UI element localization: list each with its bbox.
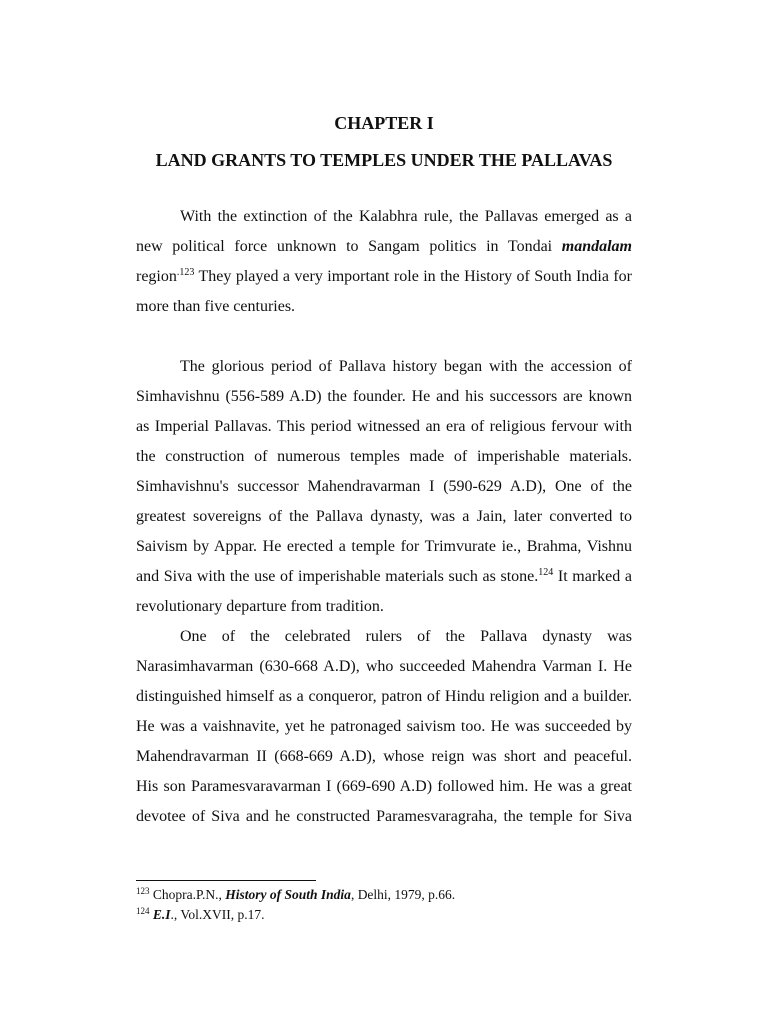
paragraph-2-line-2: Simhavishnu (556-589 A.D) the founder. He and his successors are known — [136, 388, 632, 405]
footnote-ref-123: .123 — [176, 267, 195, 278]
footnote-text: ., Vol.XVII, p.17. — [170, 907, 265, 922]
footnote-text: Chopra.P.N., — [149, 887, 226, 902]
paragraph-3-line-4: He was a vaishnavite, yet he patronaged saivism too. He was succeeded by — [136, 718, 632, 735]
paragraph-1-line-1: With the extinction of the Kalabhra rule, the Pallavas emerged as a — [180, 208, 632, 225]
paragraph-2-line-9: revolutionary departure from tradition. — [136, 598, 384, 615]
paragraph-3-line-2: Narasimhavarman (630-668 A.D), who succeeded Mahendra Varman I. He — [136, 658, 632, 675]
paragraph-2-line-3: as Imperial Pallavas. This period witnessed an era of religious fervour with — [136, 418, 632, 435]
chapter-number: CHAPTER I — [334, 113, 434, 133]
paragraph-2-line-4: the construction of numerous temples made of imperishable materials. — [136, 448, 632, 465]
paragraph-2 — [136, 352, 632, 622]
paragraph-2-line-6: greatest sovereigns of the Pallava dynasty, was a Jain, later converted to — [136, 508, 632, 525]
paragraph-1-line-3 — [136, 262, 632, 292]
paragraph-2-line-5: Simhavishnu's successor Mahendravarman I (590-629 A.D), One of the — [136, 478, 632, 495]
paragraph-1 — [136, 202, 632, 322]
paragraph-2-line-1: The glorious period of Pallava history began with the accession of — [180, 358, 632, 375]
paragraph-3-line-7: devotee of Siva and he constructed Paramesvaragraha, the temple for Siva — [136, 808, 632, 825]
italic-term: mandalam — [561, 238, 632, 255]
footnote-123 — [136, 886, 455, 904]
footnote-124 — [136, 906, 265, 924]
paragraph-1-line-4: more than five centuries. — [136, 298, 296, 315]
chapter-title: LAND GRANTS TO TEMPLES UNDER THE PALLAVAS — [155, 150, 613, 170]
footnote-number: 124 — [136, 906, 150, 916]
paragraph-3 — [136, 622, 632, 832]
paragraph-3-line-1: One of the celebrated rulers of the Pallava dynasty was — [180, 628, 632, 645]
paragraph-3-line-6: His son Paramesvaravarman I (669-690 A.D) followed him. He was a great — [136, 778, 632, 795]
text-run: and Siva with the use of imperishable materials such as stone. — [136, 568, 539, 585]
paragraph-3-line-5: Mahendravarman II (668-669 A.D), whose reign was short and peaceful. — [136, 748, 632, 765]
text-run: They played a very important role in the History of South India for — [194, 268, 632, 285]
footnote-ref-124: 124 — [538, 567, 554, 578]
paragraph-2-line-8 — [136, 562, 632, 592]
text-run: region — [136, 268, 177, 285]
footnote-title: E.I — [152, 907, 171, 922]
footnote-text: , Delhi, 1979, p.66. — [350, 887, 456, 902]
paragraph-3-line-3: distinguished himself as a conqueror, patron of Hindu religion and a builder. — [136, 688, 632, 705]
text-run: It marked a — [553, 568, 633, 585]
footnote-title: History of South India — [225, 887, 351, 902]
footnote-number: 123 — [136, 886, 150, 896]
text-run: new political force unknown to Sangam politics in Tondai — [136, 238, 562, 255]
paragraph-1-line-2 — [136, 232, 632, 262]
footnote-divider — [136, 880, 316, 881]
paragraph-2-line-7: Saivism by Appar. He erected a temple for Trimvurate ie., Brahma, Vishnu — [136, 538, 632, 555]
